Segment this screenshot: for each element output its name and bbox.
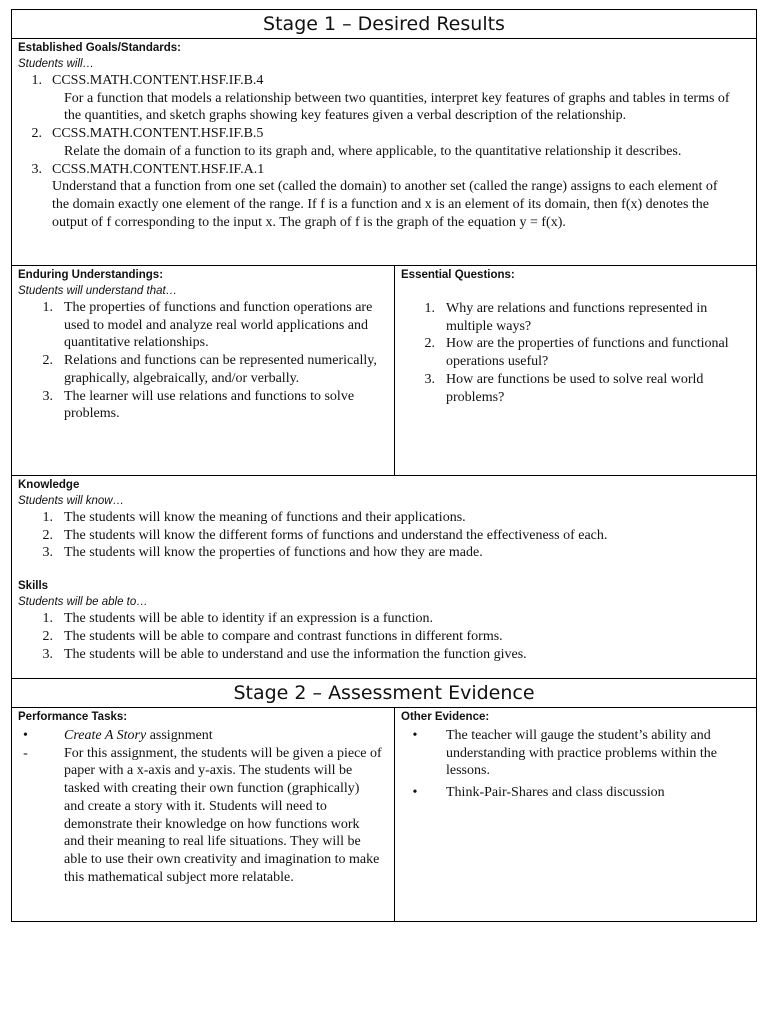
skill-item: 1. The students will be able to identity if an expression is a function. bbox=[42, 611, 433, 627]
understanding-item: 1. The properties of functions and function operations are used to model and analyze real world applications and quantitative relationships. bbox=[42, 300, 373, 351]
performance-label: Performance Tasks: bbox=[18, 711, 128, 723]
knowledge-item: 3. The students will know the properties of functions and how they are made. bbox=[42, 545, 483, 561]
performance-list bbox=[12, 725, 394, 886]
bullet-dot: • bbox=[23, 728, 28, 743]
evidence-item: • The teacher will gauge the student’s ability and understanding with practice problems within the lessons. bbox=[395, 727, 744, 780]
questions-cell bbox=[395, 266, 756, 475]
skill-item: 3. The students will be able to understand and use the information the function gives. bbox=[42, 646, 527, 662]
assignment-title: Create A Story bbox=[64, 728, 147, 743]
understandings-cell bbox=[12, 266, 395, 475]
performance-item: • Create A Story assignment bbox=[12, 727, 382, 745]
bullet-dot: • bbox=[412, 785, 418, 801]
goal-description: For a function that models a relationship between two quantities, interpret key features of graphs and tables in terms of the quantities, and sketch graphs showing key features given a verbal description of the relationship. bbox=[64, 90, 730, 124]
skills-list bbox=[12, 610, 756, 663]
knowledge-list bbox=[12, 509, 756, 562]
knowledge-item: 2. The students will know the different forms of functions and understand the effectiveness of each. bbox=[42, 527, 608, 543]
understanding-item: 2. Relations and functions can be represented numerically, graphically, algebraically, and/or verbally. bbox=[42, 353, 377, 386]
question-item: 1. Why are relations and functions represented in multiple ways? bbox=[424, 301, 708, 334]
bullet-dot: • bbox=[412, 728, 418, 743]
goal-item: 1. CCSS.MATH.CONTENT.HSF.IF.B.4 For a function that models a relationship between two quantities, interpret key features of graphs and tables in terms of the quantities, and sketch graphs showing key features given a verbal description of the relationship. bbox=[12, 72, 736, 125]
questions-label: Essential Questions: bbox=[401, 269, 515, 281]
understanding-item: 3. The learner will use relations and functions to solve problems. bbox=[42, 388, 355, 422]
question-item: 2. How are the properties of functions and functional operations useful? bbox=[424, 336, 729, 370]
stage2-title: Stage 2 – Assessment Evidence bbox=[233, 682, 535, 704]
stage1-header bbox=[12, 10, 756, 38]
ubd-template-table bbox=[11, 9, 757, 922]
understandings-label: Enduring Understandings: bbox=[18, 269, 164, 281]
evidence-item: • Think-Pair-Shares and class discussion bbox=[395, 784, 744, 802]
stage2-header bbox=[12, 678, 756, 707]
knowledge-skills-section bbox=[12, 475, 756, 678]
skills-subtitle: Students will be able to… bbox=[18, 596, 148, 609]
goal-code: CCSS.MATH.CONTENT.HSF.IF.B.5 bbox=[52, 126, 264, 142]
knowledge-item: 1. The students will know the meaning of functions and their applications. bbox=[42, 510, 466, 525]
understandings-questions-section bbox=[12, 265, 756, 475]
goal-description: Understand that a function from one set (called the domain) to another set (called the range) assigns to each element of the domain exactly one element of the range. If f is a function and x is an element of its domain, then f(x) denotes the output of f corresponding to the input x. The graph of f is the graph of the equation y = f(x). bbox=[52, 179, 718, 230]
stage1-title: Stage 1 – Desired Results bbox=[263, 13, 505, 35]
goals-section bbox=[12, 38, 756, 265]
goal-description: Relate the domain of a function to its graph and, where applicable, to the quantitative relationship it describes. bbox=[64, 143, 682, 159]
goal-item: 2. CCSS.MATH.CONTENT.HSF.IF.B.5 Relate the domain of a function to its graph and, where applicable, to the quantitative relationship it describes. bbox=[12, 125, 736, 160]
other-evidence-cell bbox=[395, 708, 756, 921]
performance-cell bbox=[12, 708, 395, 921]
questions-list bbox=[395, 283, 756, 406]
goals-list bbox=[12, 72, 756, 231]
skill-item: 2. The students will be able to compare and contrast functions in different forms. bbox=[42, 628, 503, 644]
understandings-list bbox=[12, 299, 394, 423]
assessment-section bbox=[12, 707, 756, 921]
other-evidence-label: Other Evidence: bbox=[401, 711, 490, 723]
goal-item: 3. CCSS.MATH.CONTENT.HSF.IF.A.1 Understand that a function from one set (called the domain) to another set (called the range) assigns to each element of the domain exactly one element of the range. If f is a function and x is an element of its domain, then f(x) denotes the output of f corresponding to the input x. The graph of f is the graph of the equation y = f(x). bbox=[12, 161, 736, 232]
other-evidence-list bbox=[395, 725, 756, 802]
understandings-subtitle: Students will understand that… bbox=[18, 285, 178, 297]
goals-label: Established Goals/Standards: bbox=[18, 42, 181, 54]
goal-code: CCSS.MATH.CONTENT.HSF.IF.A.1 bbox=[52, 161, 265, 177]
goals-subtitle: Students will… bbox=[18, 58, 95, 70]
question-item: 3. How are functions be used to solve real world problems? bbox=[424, 371, 704, 405]
bullet-dash: - bbox=[23, 745, 28, 761]
performance-item: - For this assignment, the students will be given a piece of paper with a x-axis and y-axis. The students will be tasked with creating their own function (graphically) and create a story with it. Students will need to demonstrate their knowledge on how functions work and their meaning to real life situations. They will be able to use their own creativity and imagination to make this mathematical subject more relatable. bbox=[12, 745, 382, 887]
goal-code: CCSS.MATH.CONTENT.HSF.IF.B.4 bbox=[52, 73, 264, 88]
knowledge-subtitle: Students will know… bbox=[18, 495, 125, 507]
knowledge-label: Knowledge bbox=[18, 479, 80, 491]
skills-label: Skills bbox=[18, 580, 49, 593]
